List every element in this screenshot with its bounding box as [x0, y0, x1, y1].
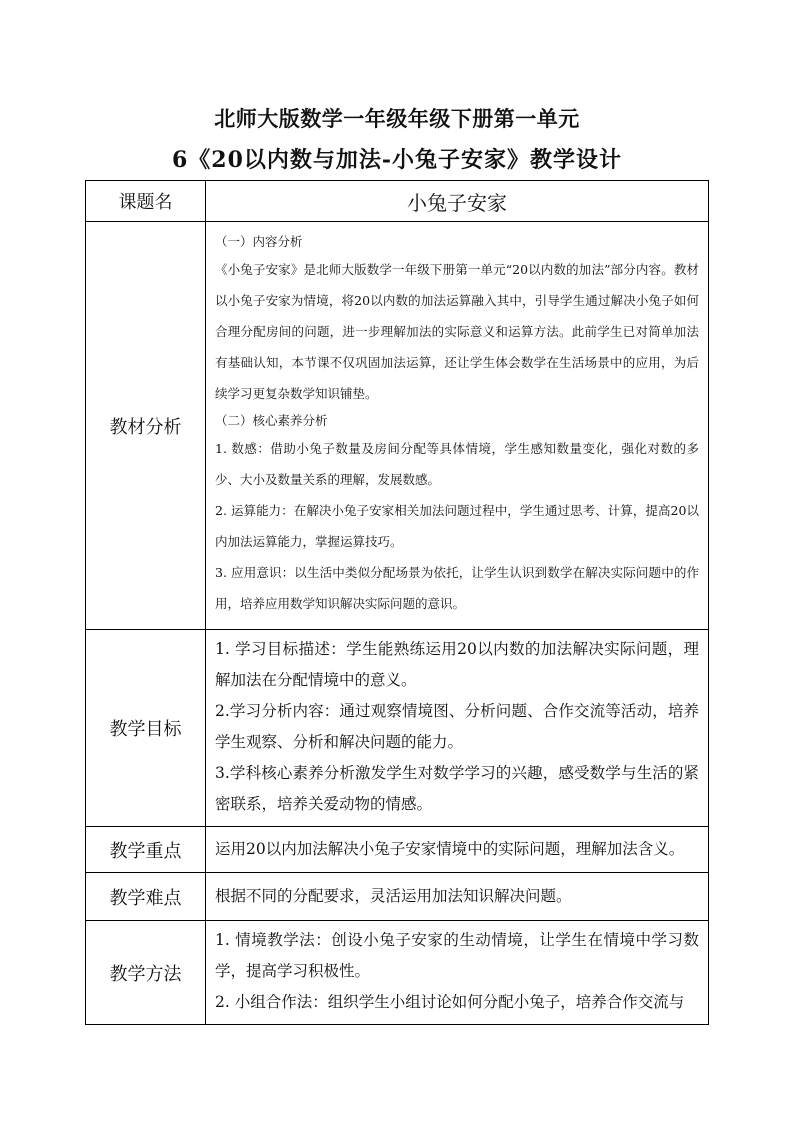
- row-label-teaching-goals: 教学目标: [86, 630, 206, 827]
- core-literacy-item: 3. 应用意识：以生活中类似分配场景为依托，让学生认识到数学在解决实际问题中的作用，培养应用数学知识解决实际问题的意识。: [215, 565, 699, 611]
- difficult-point-text: 根据不同的分配要求，灵活运用加法知识解决问题。: [215, 886, 572, 905]
- table-row-textbook-analysis: [86, 222, 709, 630]
- key-point-content: [206, 827, 709, 873]
- content-analysis-heading: （一）内容分析: [215, 234, 303, 249]
- table-row-key-point: [86, 827, 709, 873]
- core-literacy-item: 1. 数感：借助小兔子数量及房间分配等具体情境，学生感知数量变化，强化对数的多少、大小及数量关系的理解，发展数感。: [215, 441, 699, 487]
- teaching-goals-content: [206, 630, 709, 827]
- key-point-text: 运用20以内加法解决小兔子安家情境中的实际问题，理解加法含义。: [215, 839, 685, 858]
- teaching-goal-item: 2.学习分析内容：通过观察情境图、分析问题、合作交流等活动，培养学生观察、分析和解决问题的能力。: [215, 702, 699, 751]
- row-label-topic: 课题名: [86, 181, 206, 222]
- teaching-method-item: 1. 情境教学法：创设小兔子安家的生动情境，让学生在情境中学习数学，提高学习积极性。: [215, 931, 699, 980]
- document-subtitle: 6《20以内数与加法-小兔子安家》教学设计: [171, 147, 623, 173]
- table-row-teaching-methods: [86, 921, 709, 1025]
- teaching-goal-item: 1. 学习目标描述：学生能熟练运用20以内数的加法解决实际问题，理解加法在分配情境中的意义。: [215, 640, 699, 689]
- teaching-method-item: 2. 小组合作法：组织学生小组讨论如何分配小兔子，培养合作交流与: [215, 993, 685, 1011]
- textbook-analysis-content: [206, 222, 709, 630]
- table-row-difficult-point: [86, 873, 709, 921]
- difficult-point-content: [206, 873, 709, 921]
- core-literacy-heading: （二）核心素养分析: [215, 413, 328, 428]
- row-label-teaching-methods: 教学方法: [86, 921, 206, 1025]
- table-row-teaching-goals: [86, 630, 709, 827]
- teaching-goal-item: 3.学科核心素养分析激发学生对数学学习的兴趣，感受数学与生活的紧密联系，培养关爱动物的情感。: [215, 764, 699, 813]
- row-label-textbook-analysis: 教材分析: [86, 222, 206, 630]
- document-title: 北师大版数学一年级年级下册第一单元: [214, 106, 580, 131]
- lesson-design-table: [85, 180, 709, 1025]
- topic-value: 小兔子安家: [206, 181, 709, 222]
- row-label-difficult-point: 教学难点: [86, 873, 206, 921]
- core-literacy-item: 2. 运算能力：在解决小兔子安家相关加法问题过程中，学生通过思考、计算，提高20以内加法运算能力，掌握运算技巧。: [215, 503, 699, 549]
- table-row-topic: [86, 181, 709, 222]
- row-label-key-point: 教学重点: [86, 827, 206, 873]
- teaching-methods-content: [206, 921, 709, 1025]
- content-analysis-paragraph: 《小兔子安家》是北师大版数学一年级下册第一单元“20以内数的加法”部分内容。教材以小兔子安家为情境，将20以内数的加法运算融入其中，引导学生通过解决小兔子如何合理分配房间的问题，进一步理解加法的实际意义和运算方法。此前学生已对简单加法有基础认知，本节课不仅巩固加法运算，还让学生体会数学在生活场景中的应用，为后续学习更复杂数学知识铺垫。: [215, 262, 699, 401]
